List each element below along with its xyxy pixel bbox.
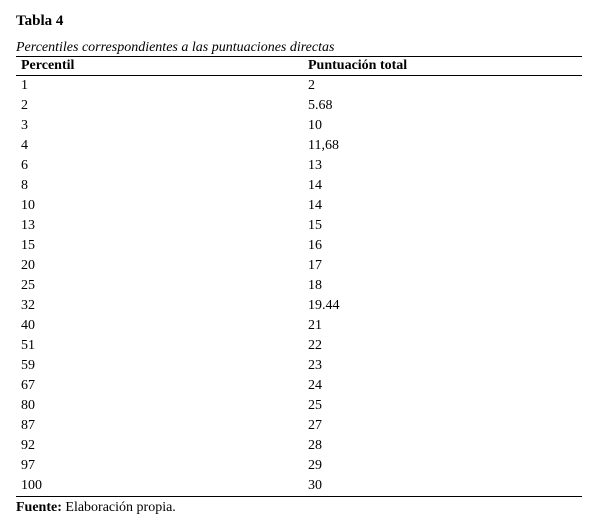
cell-puntuacion-total: 27	[308, 418, 322, 433]
table-source	[16, 499, 582, 517]
header-percentil: Percentil	[21, 58, 75, 73]
cell-puntuacion-total: 30	[308, 478, 322, 493]
cell-percentil: 92	[21, 438, 35, 453]
header-puntuacion-total: Puntuación total	[308, 58, 408, 73]
cell-puntuacion-total: 2	[308, 78, 315, 93]
cell-puntuacion-total: 24	[308, 378, 322, 393]
cell-percentil: 6	[21, 158, 28, 173]
cell-puntuacion-total: 23	[308, 358, 322, 373]
table-header-row	[16, 57, 582, 76]
cell-percentil: 100	[21, 478, 42, 493]
cell-puntuacion-total: 10	[308, 118, 322, 133]
cell-puntuacion-total: 11,68	[308, 138, 339, 153]
cell-percentil: 8	[21, 178, 28, 193]
cell-percentil: 59	[21, 358, 35, 373]
cell-percentil: 13	[21, 218, 35, 233]
cell-percentil: 20	[21, 258, 35, 273]
table-row	[16, 216, 582, 236]
table-row	[16, 236, 582, 256]
table-row	[16, 316, 582, 336]
table-row	[16, 456, 582, 476]
table-row	[16, 396, 582, 416]
table-row	[16, 156, 582, 176]
cell-puntuacion-total: 16	[308, 238, 322, 253]
table-caption: Percentiles correspondientes a las puntuaciones directas	[16, 40, 335, 55]
cell-puntuacion-total: 17	[308, 258, 322, 273]
table-row	[16, 476, 582, 497]
cell-percentil: 32	[21, 298, 35, 313]
table-row	[16, 96, 582, 116]
source-label: Fuente:	[16, 500, 62, 515]
cell-puntuacion-total: 25	[308, 398, 322, 413]
cell-puntuacion-total: 18	[308, 278, 322, 293]
cell-percentil: 4	[21, 138, 28, 153]
table-number: Tabla 4	[16, 13, 64, 29]
cell-puntuacion-total: 22	[308, 338, 322, 353]
table-row	[16, 336, 582, 356]
cell-percentil: 3	[21, 118, 28, 133]
cell-puntuacion-total: 15	[308, 218, 322, 233]
cell-percentil: 1	[21, 78, 28, 93]
document-page	[16, 11, 582, 517]
table-row	[16, 356, 582, 376]
table-row	[16, 416, 582, 436]
cell-puntuacion-total: 19.44	[308, 298, 340, 313]
cell-percentil: 97	[21, 458, 35, 473]
cell-puntuacion-total: 14	[308, 198, 322, 213]
table-row	[16, 376, 582, 396]
cell-puntuacion-total: 29	[308, 458, 322, 473]
table-body	[16, 76, 582, 497]
cell-percentil: 10	[21, 198, 35, 213]
cell-percentil: 51	[21, 338, 35, 353]
cell-percentil: 2	[21, 98, 28, 113]
table-row	[16, 176, 582, 196]
cell-percentil: 25	[21, 278, 35, 293]
cell-percentil: 40	[21, 318, 35, 333]
cell-puntuacion-total: 21	[308, 318, 322, 333]
source-text: Elaboración propia.	[61, 500, 176, 515]
table-row	[16, 436, 582, 456]
table-row	[16, 76, 582, 97]
table-row	[16, 276, 582, 296]
table-row	[16, 136, 582, 156]
cell-puntuacion-total: 14	[308, 178, 322, 193]
cell-percentil: 15	[21, 238, 35, 253]
cell-puntuacion-total: 28	[308, 438, 322, 453]
table-row	[16, 196, 582, 216]
cell-puntuacion-total: 13	[308, 158, 322, 173]
table-row	[16, 296, 582, 316]
table-row	[16, 256, 582, 276]
cell-percentil: 87	[21, 418, 35, 433]
cell-percentil: 67	[21, 378, 35, 393]
cell-percentil: 80	[21, 398, 35, 413]
cell-puntuacion-total: 5.68	[308, 98, 333, 113]
table-row	[16, 116, 582, 136]
percentile-table	[16, 56, 582, 497]
